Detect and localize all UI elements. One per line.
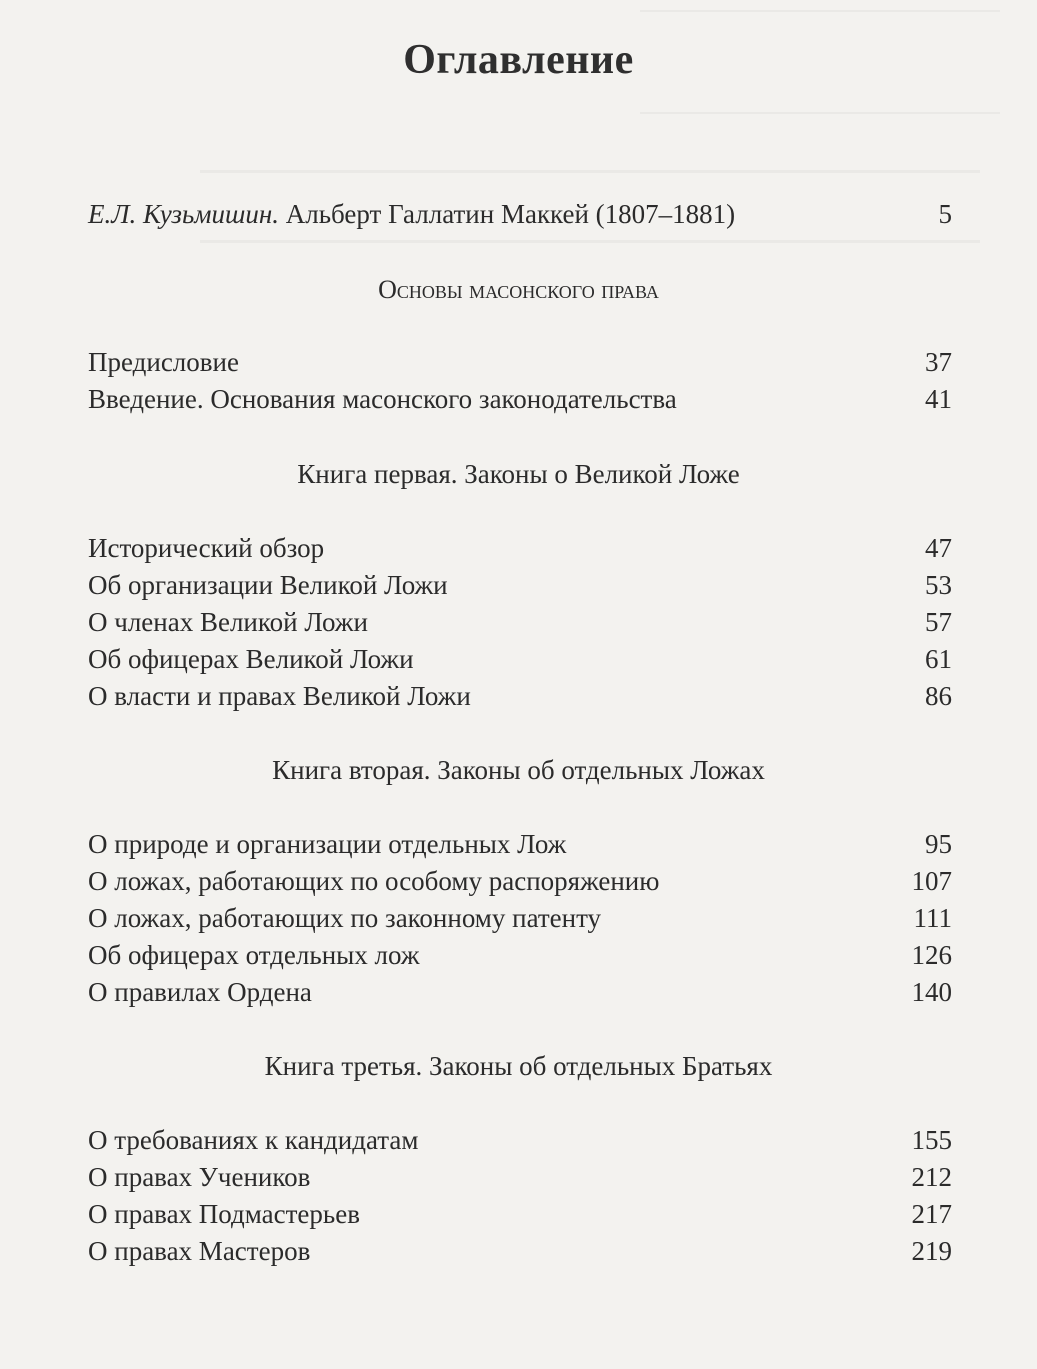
- toc-entry: [88, 1196, 952, 1232]
- toc-entry: [88, 641, 952, 677]
- toc-entry-title: Альберт Галлатин Маккей (1807–1881): [279, 199, 736, 229]
- toc-entry: [88, 1233, 952, 1269]
- toc-entry: [88, 826, 952, 862]
- toc-entry-page: 217: [911, 1199, 952, 1229]
- toc-entry: [88, 344, 952, 380]
- toc-entry: [88, 937, 952, 973]
- toc-entry-intro: [88, 196, 952, 232]
- toc-entry-page: 126: [911, 940, 952, 970]
- toc-entry: [88, 567, 952, 603]
- toc-entry-label: О власти и правах Великой Ложи: [88, 681, 471, 711]
- toc-entry: [88, 678, 952, 714]
- toc-entry-label: Об офицерах отдельных лож: [88, 940, 420, 970]
- toc-entry-label: О правилах Ордена: [88, 977, 312, 1007]
- book-heading: Книга первая. Законы о Великой Ложе: [297, 459, 740, 489]
- toc-entry-author: Е.Л. Кузьмишин.: [88, 199, 280, 229]
- toc-entry-label: О природе и организации отдельных Лож: [88, 829, 567, 859]
- book-heading: Книга третья. Законы об отдельных Братьях: [264, 1051, 773, 1081]
- toc-entry: [88, 900, 952, 936]
- toc-entry-label: О правах Мастеров: [88, 1236, 311, 1266]
- book-heading: Книга вторая. Законы об отдельных Ложах: [272, 755, 765, 785]
- toc-entry-page: 111: [913, 903, 952, 933]
- toc-entry-page: 140: [911, 977, 952, 1007]
- toc-entry-page: 57: [925, 607, 952, 637]
- toc-entry-label: О членах Великой Ложи: [88, 607, 368, 637]
- page-title: Оглавление: [403, 37, 634, 83]
- toc-entry-page: 95: [925, 829, 952, 859]
- toc-entry-page: 212: [911, 1162, 952, 1192]
- toc-entry-page: 61: [925, 644, 952, 674]
- toc-entry: [88, 863, 952, 899]
- show-through-decoration: [200, 240, 980, 243]
- toc-entry-page: 37: [925, 347, 952, 377]
- toc-entry-label: Введение. Основания масонского законодательства: [88, 384, 677, 414]
- toc-entry: [88, 974, 952, 1010]
- toc-entry: [88, 1122, 952, 1158]
- part-heading: Основы масонского права: [378, 275, 659, 304]
- toc-entry-label: О требованиях к кандидатам: [88, 1125, 419, 1155]
- toc-entry: [88, 381, 952, 417]
- toc-entry-label: Об офицерах Великой Ложи: [88, 644, 414, 674]
- toc-entry-label: Предисловие: [88, 347, 239, 377]
- toc-entry-label: Об организации Великой Ложи: [88, 570, 448, 600]
- toc-entry-label: О ложах, работающих по особому распоряжению: [88, 866, 660, 896]
- toc-entry-label: [88, 196, 735, 232]
- toc-entry-page: 41: [925, 384, 952, 414]
- toc-entry-label: Исторический обзор: [88, 533, 325, 563]
- toc-entry-page: 155: [911, 1125, 952, 1155]
- toc-entry-page: 53: [925, 570, 952, 600]
- toc-entry: [88, 1159, 952, 1195]
- show-through-decoration: [200, 170, 980, 173]
- toc-entry: [88, 604, 952, 640]
- toc-entry-page: 47: [925, 533, 952, 563]
- toc-entry-page: 219: [911, 1236, 952, 1266]
- toc-entry-page: 5: [938, 199, 952, 229]
- toc-entry: [88, 530, 952, 566]
- toc-entry-label: О правах Подмастерьев: [88, 1199, 360, 1229]
- toc-entry-page: 107: [911, 866, 952, 896]
- toc-entry-page: 86: [925, 681, 952, 711]
- toc-entry-label: О ложах, работающих по законному патенту: [88, 903, 602, 933]
- toc-entry-label: О правах Учеников: [88, 1162, 311, 1192]
